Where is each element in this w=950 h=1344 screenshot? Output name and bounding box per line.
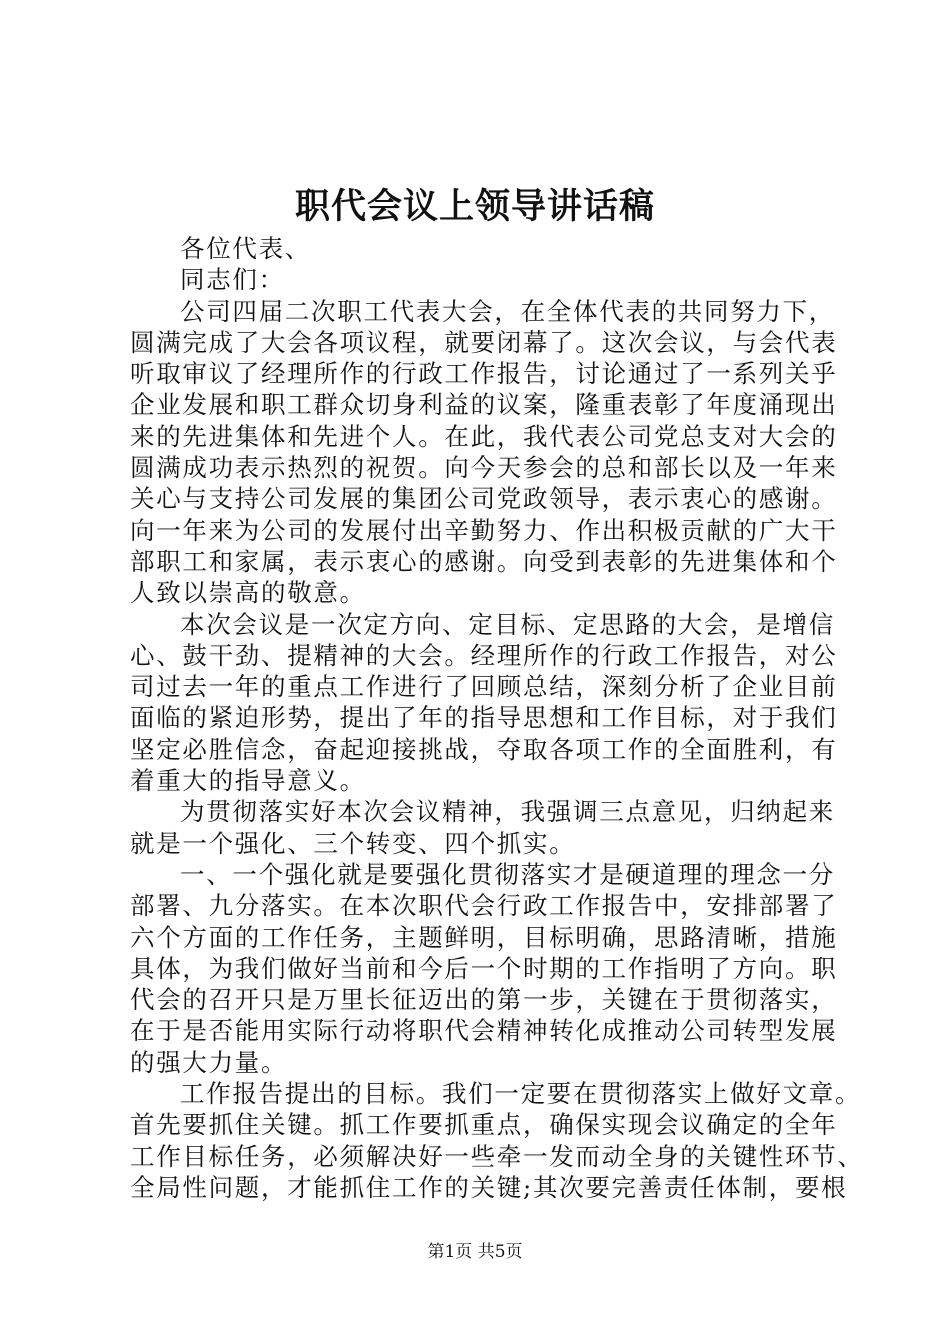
page-footer: 第1页 共5页: [427, 1242, 523, 1262]
body-line: 工作目标任务，必须解决好一些牵一发而动全身的关键性环节、: [130, 1141, 864, 1171]
body-line: 圆满完成了大会各项议程，就要闭幕了。这次会议，与会代表: [130, 327, 838, 357]
body-line: 部署、九分落实。在本次职代会行政工作报告中，安排部署了: [130, 891, 838, 921]
body-line: 心、鼓干劲、提精神的大会。经理所作的行政工作报告，对公: [130, 640, 838, 670]
body-line: 听取审议了经理所作的行政工作报告，讨论通过了一系列关乎: [130, 359, 838, 389]
body-line: 各位代表、: [180, 234, 311, 263]
body-line: 关心与支持公司发展的集团公司党政领导，表示衷心的感谢。: [130, 484, 838, 514]
body-line: 司过去一年的重点工作进行了回顾总结，深刻分析了企业目前: [130, 672, 838, 702]
body-line: 首先要抓住关键。抓工作要抓重点，确保实现会议确定的全年: [130, 1110, 838, 1140]
body-line: 具体，为我们做好当前和今后一个时期的工作指明了方向。职: [130, 953, 838, 983]
document-body: [130, 233, 864, 1203]
body-line: 部职工和家属，表示衷心的感谢。向受到表彰的先进集体和个: [130, 546, 838, 576]
body-line: 为贯彻落实好本次会议精神，我强调三点意见，归纳起来: [180, 797, 835, 827]
body-line: 企业发展和职工群众切身利益的议案，隆重表彰了年度涌现出: [130, 390, 838, 420]
body-line: 在于是否能用实际行动将职代会精神转化成推动公司转型发展: [130, 1016, 838, 1046]
body-line: 六个方面的工作任务，主题鲜明，目标明确，思路清晰，措施: [130, 922, 838, 952]
body-line: 人致以崇高的敬意。: [130, 578, 366, 608]
body-line: 一、一个强化就是要强化贯彻落实才是硬道理的理念一分: [180, 859, 835, 889]
body-line: 的强大力量。: [130, 1047, 288, 1077]
body-line: 代会的召开只是万里长征迈出的第一步，关键在于贯彻落实，: [130, 985, 838, 1015]
body-line: 工作报告提出的目标。我们一定要在贯彻落实上做好文章。: [180, 1079, 862, 1109]
body-line: 本次会议是一次定方向、定目标、定思路的大会，是增信: [180, 609, 835, 639]
body-line: 坚定必胜信念，奋起迎接挑战，夺取各项工作的全面胜利，有: [130, 734, 838, 764]
body-line: 全局性问题，才能抓住工作的关键;其次要完善责任体制，要根: [130, 1172, 848, 1202]
document-title: 职代会议上领导讲话稿: [294, 186, 655, 227]
body-line: 来的先进集体和先进个人。在此，我代表公司党总支对大会的: [130, 421, 838, 451]
body-line: 就是一个强化、三个转变、四个抓实。: [130, 828, 576, 858]
body-line: 着重大的指导意义。: [130, 766, 366, 796]
body-line: 面临的紧迫形势，提出了年的指导思想和工作目标，对于我们: [130, 703, 838, 733]
body-line: 同志们：: [180, 265, 285, 295]
body-line: 圆满成功表示热烈的祝贺。向今天参会的总和部长以及一年来: [130, 453, 838, 483]
body-line: 公司四届二次职工代表大会，在全体代表的共同努力下，: [180, 296, 835, 326]
body-line: 向一年来为公司的发展付出辛勤努力、作出积极贡献的广大干: [130, 515, 838, 545]
